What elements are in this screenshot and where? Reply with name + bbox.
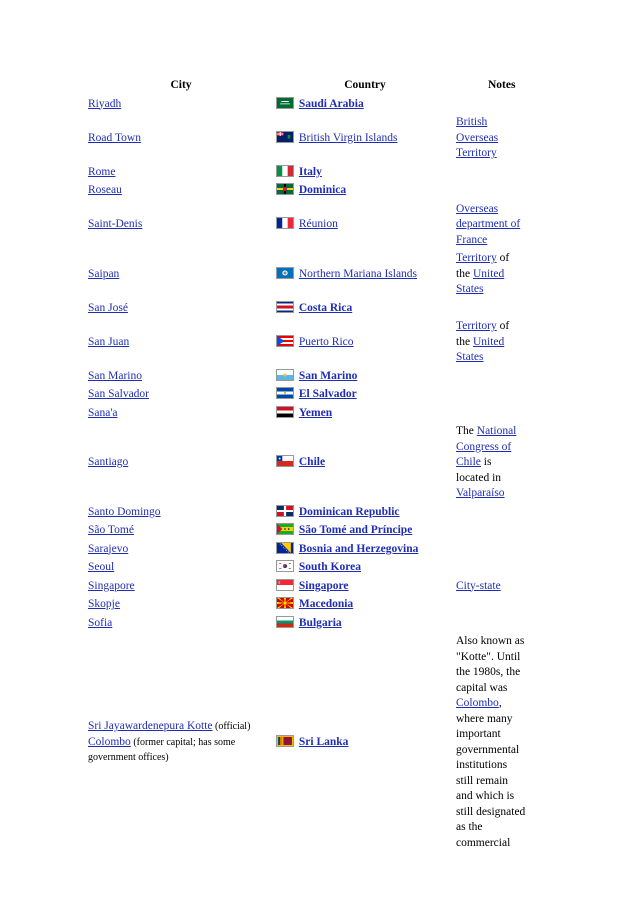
table-row <box>88 318 548 368</box>
note-text: capital was <box>456 681 508 694</box>
note-line <box>456 146 546 162</box>
note-line <box>456 217 546 233</box>
country-cell <box>274 114 456 164</box>
country-header: Country <box>344 79 386 91</box>
note-link[interactable]: Territory <box>456 252 497 264</box>
puerto-rico-flag-icon <box>276 335 294 347</box>
note-text: of <box>496 252 510 264</box>
country-cell <box>274 615 456 634</box>
sri-lanka-flag-icon <box>276 735 294 747</box>
reunion-flag-icon <box>276 217 294 229</box>
table-row <box>88 596 548 615</box>
note-line <box>456 486 546 502</box>
el-salvador-flag-icon <box>276 387 294 399</box>
capitals-table <box>88 78 548 853</box>
notes-cell <box>456 559 548 578</box>
note-link[interactable]: Territory <box>456 147 497 159</box>
city-link[interactable]: Sarajevo <box>88 542 129 555</box>
note-text: and which is <box>456 790 515 802</box>
city-text: (former capital; has some <box>130 736 236 748</box>
note-text: governmental <box>456 743 520 756</box>
country-cell <box>274 504 456 523</box>
table-row <box>88 522 548 541</box>
country-cell <box>274 541 456 560</box>
header-row <box>88 78 548 96</box>
bosnia-flag-icon <box>276 542 294 554</box>
city-cell <box>88 541 274 560</box>
country-link[interactable]: Macedonia <box>298 598 354 610</box>
note-text: commercial <box>456 836 511 849</box>
note-line <box>456 634 546 650</box>
table-row <box>88 559 548 578</box>
table-row <box>88 504 548 523</box>
note-line <box>456 131 546 147</box>
notes-cell <box>456 250 548 300</box>
note-line <box>456 202 546 218</box>
country-cell <box>274 250 456 300</box>
note-line <box>456 712 546 728</box>
note-text: The <box>456 425 477 437</box>
yemen-flag-icon <box>276 406 294 418</box>
notes-cell <box>456 164 548 183</box>
notes-header: Notes <box>488 79 516 91</box>
note-line <box>456 727 546 743</box>
table-row <box>88 182 548 201</box>
city-link[interactable]: Saipan <box>88 267 120 280</box>
note-link[interactable]: States <box>456 351 484 363</box>
city-line <box>88 750 274 766</box>
table-row <box>88 615 548 634</box>
note-text: still designated <box>456 805 526 818</box>
table-row <box>88 405 548 424</box>
country-link[interactable]: El Salvador <box>298 388 357 400</box>
notes-cell <box>456 578 548 597</box>
note-line <box>456 282 546 298</box>
note-link[interactable]: United <box>472 267 505 280</box>
city-cell <box>88 615 274 634</box>
country-link[interactable]: Costa Rica <box>298 301 353 314</box>
country-link[interactable]: Puerto Rico <box>298 335 354 348</box>
country-link[interactable]: Sri Lanka <box>298 735 349 748</box>
city-cell <box>88 201 274 251</box>
note-link[interactable]: France <box>456 233 488 246</box>
table-row <box>88 96 548 115</box>
country-cell <box>274 164 456 183</box>
country-link[interactable]: Italy <box>298 165 322 178</box>
note-text: Also known as <box>456 635 525 647</box>
note-line <box>456 665 546 681</box>
note-line <box>456 650 546 666</box>
notes-cell <box>456 201 548 251</box>
table-row <box>88 386 548 405</box>
country-link[interactable]: Bulgaria <box>298 616 342 629</box>
note-text: is <box>480 456 492 468</box>
city-link[interactable]: Sana'a <box>88 406 118 419</box>
city-link[interactable]: Rome <box>88 165 116 178</box>
city-link[interactable]: San Juan <box>88 335 130 348</box>
note-text: still remain <box>456 774 509 787</box>
city-cell <box>88 250 274 300</box>
city-cell <box>88 164 274 183</box>
note-text: as the <box>456 821 483 833</box>
country-link[interactable]: British Virgin Islands <box>298 131 398 144</box>
city-link[interactable]: Colombo <box>88 735 131 748</box>
country-link[interactable]: São Tomé and Príncipe <box>298 524 413 536</box>
country-link[interactable]: Singapore <box>298 579 349 592</box>
city-cell <box>88 578 274 597</box>
sao-tome-flag-icon <box>276 523 294 535</box>
table-row <box>88 114 548 164</box>
note-text: where many <box>456 712 513 725</box>
country-cell <box>274 596 456 615</box>
note-link[interactable]: Overseas <box>456 131 499 144</box>
note-link[interactable]: Colombo <box>456 697 499 709</box>
country-link[interactable]: South Korea <box>298 561 361 573</box>
city-cell <box>88 559 274 578</box>
dominica-flag-icon <box>276 183 294 195</box>
table-row <box>88 578 548 597</box>
country-link[interactable]: San Marino <box>298 369 358 382</box>
city-link[interactable]: Santo Domingo <box>88 505 161 518</box>
macedonia-flag-icon <box>276 597 294 609</box>
note-line <box>456 758 546 774</box>
note-text: located in <box>456 471 502 484</box>
note-link[interactable]: United <box>472 335 505 348</box>
notes-cell <box>456 615 548 634</box>
city-cell <box>88 633 274 853</box>
country-link[interactable]: Chile <box>298 456 326 468</box>
country-link[interactable]: Dominica <box>298 184 347 196</box>
city-cell <box>88 596 274 615</box>
note-line <box>456 820 546 836</box>
note-text: of <box>496 320 510 332</box>
city-link[interactable]: Sofia <box>88 616 113 629</box>
country-cell <box>274 96 456 115</box>
note-line <box>456 455 546 471</box>
note-link[interactable]: Congress of <box>456 440 512 453</box>
note-line <box>456 233 546 249</box>
city-link[interactable]: Singapore <box>88 579 135 592</box>
city-line <box>88 719 274 735</box>
city-link[interactable]: San Salvador <box>88 388 150 400</box>
notes-cell <box>456 504 548 523</box>
note-link[interactable]: British <box>456 116 488 128</box>
note-text: the <box>456 335 473 348</box>
notes-cell <box>456 114 548 164</box>
city-text: government offices) <box>88 752 169 764</box>
notes-cell <box>456 596 548 615</box>
table-row <box>88 250 548 300</box>
note-line <box>456 774 546 790</box>
south-korea-flag-icon <box>276 560 294 572</box>
note-link[interactable]: National <box>476 425 517 437</box>
city-cell <box>88 423 274 504</box>
country-cell <box>274 182 456 201</box>
note-link[interactable]: States <box>456 283 484 295</box>
note-text: "Kotte". Until <box>456 650 521 663</box>
note-line <box>456 319 546 335</box>
note-link[interactable]: Valparaíso <box>456 487 505 499</box>
city-link[interactable]: Seoul <box>88 561 115 573</box>
city-cell <box>88 114 274 164</box>
country-cell <box>274 368 456 387</box>
table-row <box>88 300 548 319</box>
note-line <box>456 424 546 440</box>
city-cell <box>88 386 274 405</box>
note-link[interactable]: Territory <box>456 320 497 332</box>
country-cell <box>274 559 456 578</box>
country-cell <box>274 386 456 405</box>
table-row <box>88 164 548 183</box>
country-link[interactable]: Northern Mariana Islands <box>298 267 418 280</box>
note-link[interactable]: department of <box>456 218 521 230</box>
city-header: City <box>170 79 192 91</box>
notes-cell <box>456 182 548 201</box>
note-line <box>456 440 546 456</box>
note-text: the 1980s, the <box>456 666 521 678</box>
city-link[interactable]: Santiago <box>88 456 129 468</box>
country-link[interactable]: Dominican Republic <box>298 505 400 518</box>
note-line <box>456 267 546 283</box>
note-line <box>456 579 546 595</box>
note-line <box>456 350 546 366</box>
san-marino-flag-icon <box>276 369 294 381</box>
note-link[interactable]: Overseas <box>456 202 499 215</box>
note-line <box>456 681 546 697</box>
country-cell <box>274 633 456 853</box>
country-link[interactable]: Yemen <box>298 406 333 419</box>
singapore-flag-icon <box>276 579 294 591</box>
city-cell <box>88 318 274 368</box>
city-cell <box>88 96 274 115</box>
table-row <box>88 201 548 251</box>
chile-flag-icon <box>276 455 294 467</box>
city-cell <box>88 182 274 201</box>
bulgaria-flag-icon <box>276 616 294 628</box>
note-line <box>456 836 546 852</box>
city-cell <box>88 405 274 424</box>
notes-cell <box>456 541 548 560</box>
costa-rica-flag-icon <box>276 301 294 313</box>
country-link[interactable]: Réunion <box>298 218 338 230</box>
note-line <box>456 805 546 821</box>
country-cell <box>274 405 456 424</box>
note-text: , <box>498 697 502 709</box>
table-row <box>88 423 548 504</box>
country-cell <box>274 423 456 504</box>
note-line <box>456 696 546 712</box>
country-cell <box>274 522 456 541</box>
city-line <box>88 735 274 751</box>
saudi-arabia-flag-icon <box>276 97 294 109</box>
note-link[interactable]: Chile <box>456 456 481 468</box>
notes-cell <box>456 423 548 504</box>
city-link[interactable]: San Marino <box>88 369 142 382</box>
city-cell <box>88 368 274 387</box>
city-cell <box>88 522 274 541</box>
note-text: the <box>456 267 473 280</box>
country-link[interactable]: Bosnia and Herzegovina <box>298 542 419 555</box>
city-link[interactable]: São Tomé <box>88 524 134 536</box>
notes-cell <box>456 300 548 319</box>
notes-cell <box>456 96 548 115</box>
notes-cell <box>456 368 548 387</box>
city-link[interactable]: Skopje <box>88 598 120 610</box>
notes-cell <box>456 633 548 853</box>
note-line <box>456 471 546 487</box>
notes-cell <box>456 522 548 541</box>
notes-cell <box>456 405 548 424</box>
country-link[interactable]: Saudi Arabia <box>298 97 364 110</box>
city-cell <box>88 300 274 319</box>
note-link[interactable]: City-state <box>456 579 501 592</box>
city-link[interactable]: Road Town <box>88 131 141 144</box>
city-link[interactable]: Riyadh <box>88 97 122 110</box>
notes-cell <box>456 318 548 368</box>
note-line <box>456 251 546 267</box>
city-cell <box>88 504 274 523</box>
country-cell <box>274 201 456 251</box>
dominican-republic-flag-icon <box>276 505 294 517</box>
country-cell <box>274 318 456 368</box>
note-line <box>456 789 546 805</box>
table-row <box>88 368 548 387</box>
note-text: institutions <box>456 759 508 771</box>
note-line <box>456 335 546 351</box>
note-line <box>456 743 546 759</box>
city-link[interactable]: Roseau <box>88 184 122 196</box>
city-link[interactable]: San José <box>88 301 128 314</box>
city-link[interactable]: Saint-Denis <box>88 218 143 230</box>
northern-mariana-islands-flag-icon <box>276 267 294 279</box>
note-line <box>456 115 546 131</box>
table-row <box>88 541 548 560</box>
country-cell <box>274 300 456 319</box>
notes-cell <box>456 386 548 405</box>
british-virgin-islands-flag-icon <box>276 131 294 143</box>
table-row <box>88 633 548 853</box>
note-text: important <box>456 728 501 740</box>
city-link[interactable]: Sri Jayawardenepura Kotte <box>88 720 213 733</box>
city-text: (official) <box>212 721 251 733</box>
italy-flag-icon <box>276 165 294 177</box>
country-cell <box>274 578 456 597</box>
table-body <box>88 96 548 854</box>
